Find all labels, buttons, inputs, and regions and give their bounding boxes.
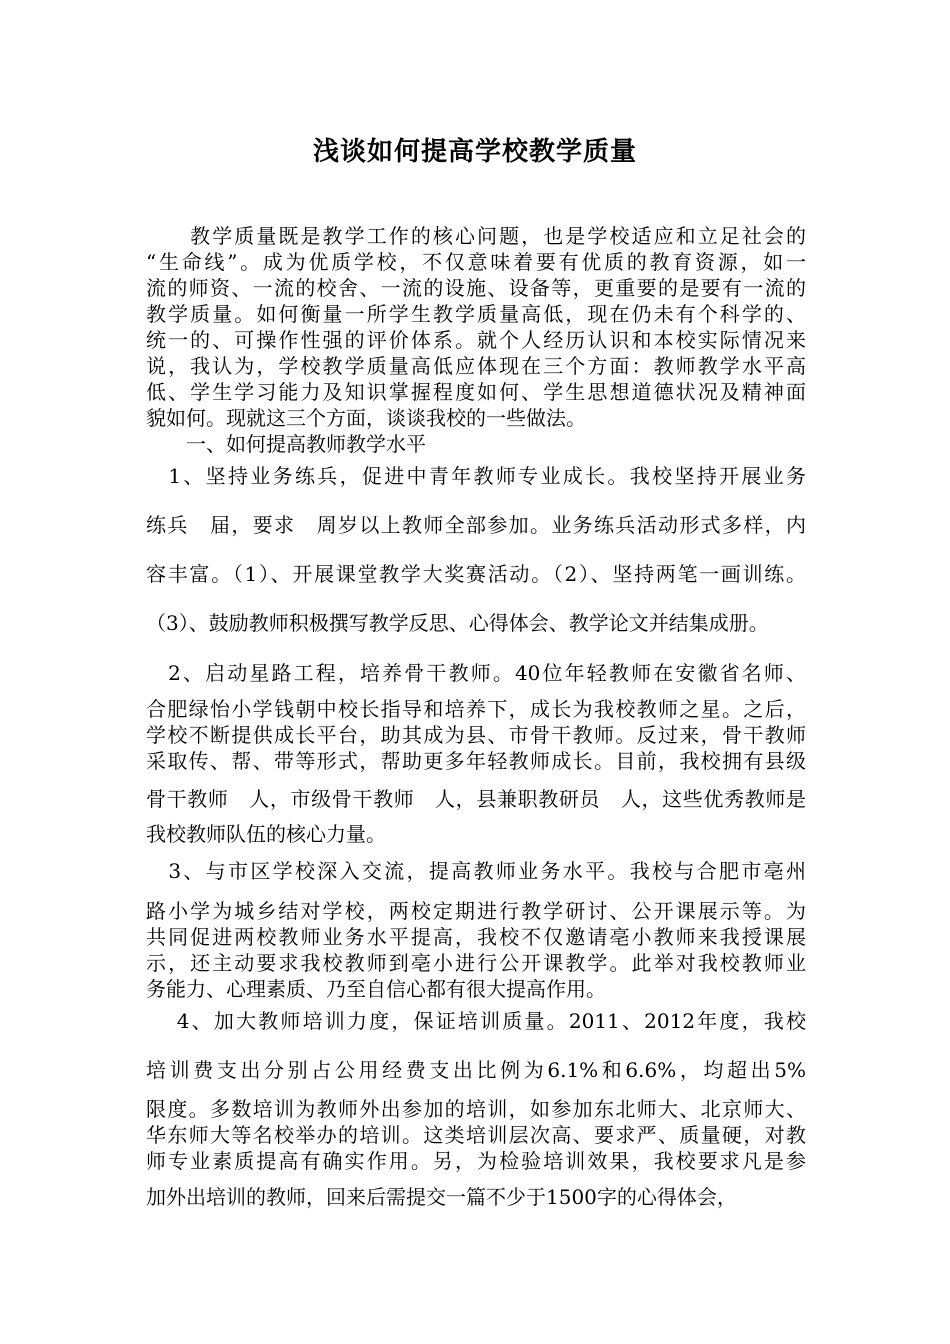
paragraph-line: 练兵 届，要求 周岁以上教师全部参加。业务练兵活动形式多样，内	[146, 513, 806, 537]
paragraph-line: 路小学为城乡结对学校，两校定期进行教学研讨、公开课展示等。为	[146, 899, 806, 923]
section-heading: 一、如何提高教师教学水平	[146, 432, 426, 456]
paragraph-line: （3）、鼓励教师积极撰写教学反思、心得体会、教学论文并结集成册。	[146, 611, 769, 635]
paragraph-line: 流的师资、一流的校舍、一流的设施、设备等，更重要的是要有一流的	[146, 276, 806, 300]
paragraph-line: 教学质量。如何衡量一所学生教学质量高低，现在仍未有个科学的、	[146, 302, 806, 326]
paragraph-line: 合肥绿怡小学钱朝中校长指导和培养下，成长为我校教师之星。之后，	[146, 697, 806, 721]
paragraph-line: 貌如何。现就这三个方面，谈谈我校的一些做法。	[146, 406, 586, 430]
paragraph-line: 培训费支出分别占公用经费支出比例为6.1%和6.6%，均超出5%	[146, 1058, 806, 1082]
paragraph-line: 说，我认为，学校教学质量高低应体现在三个方面：教师教学水平高	[146, 354, 806, 378]
paragraph-line: 示，还主动要求我校教师到亳小进行公开课教学。此举对我校教师业	[146, 951, 806, 975]
paragraph-line: 骨干教师 人，市级骨干教师 人，县兼职教研员 人，这些优秀教师是	[146, 787, 806, 811]
paragraph-line: 学校不断提供成长平台，助其成为县、市骨干教师。反过来，骨干教师	[146, 723, 806, 747]
paragraph-line: 加外出培训的教师，回来后需提交一篇不少于1500字的心得体会，	[146, 1185, 737, 1209]
paragraph-line: 统一的、可操作性强的评价体系。就个人经历认识和本校实际情况来	[146, 328, 806, 352]
paragraph-line: 务能力、心理素质、乃至自信心都有很大提高作用。	[146, 977, 606, 1001]
paragraph-line: 限度。多数培训为教师外出参加的培训，如参加东北师大、北京师大、	[146, 1097, 806, 1121]
paragraph-line: 华东师大等名校举办的培训。这类培训层次高、要求严、质量硬，对教	[146, 1123, 806, 1147]
paragraph-line: 3、与市区学校深入交流，提高教师业务水平。我校与合肥市亳州	[146, 859, 806, 883]
paragraph-line: 共同促进两校教师业务水平提高，我校不仅邀请亳小教师来我授课展	[146, 925, 806, 949]
paragraph-line: 2、启动星路工程，培养骨干教师。40位年轻教师在安徽省名师、	[146, 661, 806, 685]
paragraph-line: 1、坚持业务练兵，促进中青年教师专业成长。我校坚持开展业务	[146, 464, 806, 488]
paragraph-line: 低、学生学习能力及知识掌握程度如何、学生思想道德状况及精神面	[146, 380, 806, 404]
paragraph-line: 容丰富。（1）、开展课堂教学大奖赛活动。（2）、坚持两笔一画训练。	[146, 562, 806, 586]
paragraph-line: 教学质量既是教学工作的核心问题，也是学校适应和立足社会的	[146, 224, 806, 248]
paragraph-line: “生命线”。成为优质学校，不仅意味着要有优质的教育资源，如一	[146, 250, 806, 274]
paragraph-line: 采取传、帮、带等形式，帮助更多年轻教师成长。目前，我校拥有县级	[146, 749, 806, 773]
paragraph-line: 师专业素质提高有确实作用。另，为检验培训效果，我校要求凡是参	[146, 1149, 806, 1173]
paragraph-line: 我校教师队伍的核心力量。	[146, 822, 386, 846]
paragraph-line: 4、加大教师培训力度，保证培训质量。2011、2012年度，我校	[146, 1009, 806, 1033]
document-title: 浅谈如何提高学校教学质量	[312, 137, 637, 167]
